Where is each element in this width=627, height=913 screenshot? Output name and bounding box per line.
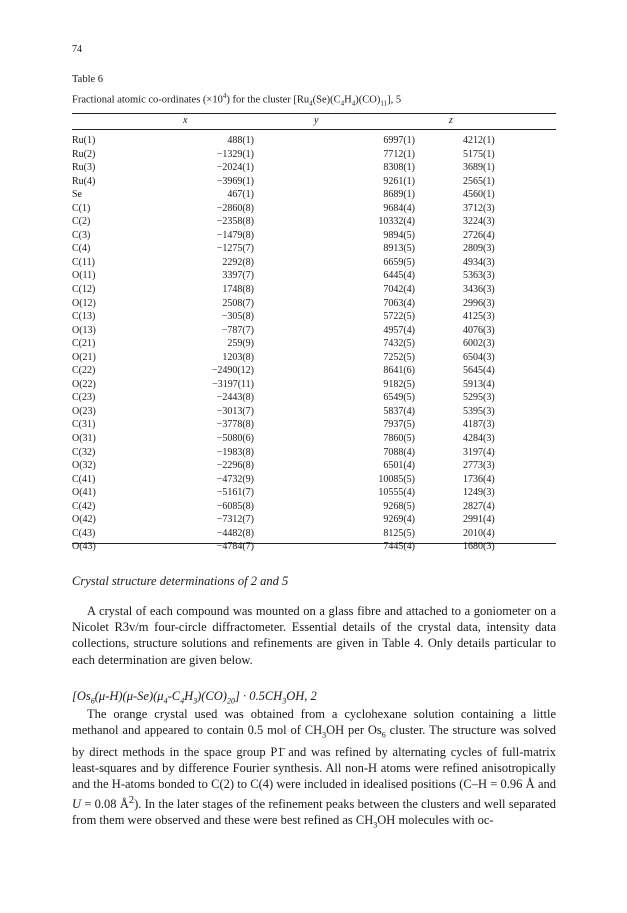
atom-label: C(12) bbox=[72, 284, 96, 296]
y-value: 7088(4) bbox=[383, 446, 415, 458]
atom-label: O(41) bbox=[72, 487, 96, 499]
table-row bbox=[72, 148, 523, 162]
table-row bbox=[72, 527, 523, 541]
column-gap bbox=[415, 527, 463, 541]
column-gap bbox=[254, 391, 361, 405]
x-value: −6085(8) bbox=[216, 500, 254, 512]
z-value: 2010(4) bbox=[463, 527, 495, 539]
column-gap bbox=[254, 188, 361, 202]
column-gap bbox=[415, 405, 463, 419]
y-value: 8125(5) bbox=[383, 527, 415, 539]
column-gap bbox=[415, 256, 463, 270]
atom-label: C(3) bbox=[72, 229, 91, 241]
z-value: 5395(3) bbox=[463, 405, 495, 417]
column-gap bbox=[415, 446, 463, 460]
y-value: 7445(4) bbox=[383, 541, 415, 553]
column-gap bbox=[254, 242, 361, 256]
z-value: 1736(4) bbox=[463, 473, 495, 485]
atom-label: O(12) bbox=[72, 297, 96, 309]
atom-label: C(13) bbox=[72, 311, 96, 323]
column-gap bbox=[415, 337, 463, 351]
column-gap bbox=[254, 283, 361, 297]
atom-label: Ru(1) bbox=[72, 135, 96, 146]
column-gap bbox=[415, 283, 463, 297]
x-value: −787(7) bbox=[221, 324, 254, 336]
compound-heading: $[Os_6(\mu-H)(\mu-Se)(\mu_4-C_4H_3)(CO)_{20}] \cdot 0.5CH_3OH$, 2 bbox=[72, 689, 317, 706]
atom-label: C(1) bbox=[72, 202, 91, 214]
x-value: −2860(8) bbox=[216, 202, 254, 214]
x-value: −7312(7) bbox=[216, 514, 254, 526]
y-value: 8641(6) bbox=[383, 365, 415, 377]
column-gap bbox=[254, 500, 361, 514]
table-row bbox=[72, 242, 523, 256]
y-value: 8913(5) bbox=[383, 243, 415, 255]
x-value: −4482(8) bbox=[216, 527, 254, 539]
atom-label: O(23) bbox=[72, 405, 96, 417]
z-value: 5645(4) bbox=[463, 365, 495, 377]
table-label: Table 6 bbox=[72, 74, 104, 85]
table-row bbox=[72, 269, 523, 283]
coordinates-table bbox=[72, 134, 523, 554]
column-gap bbox=[415, 378, 463, 392]
column-gap bbox=[415, 391, 463, 405]
atom-label: Ru(2) bbox=[72, 148, 96, 160]
x-value: −1479(8) bbox=[216, 229, 254, 241]
column-gap bbox=[254, 513, 361, 527]
y-value: 5722(5) bbox=[383, 311, 415, 323]
table-row bbox=[72, 175, 523, 189]
page-number: 74 bbox=[72, 44, 82, 55]
x-value: −1275(7) bbox=[216, 243, 254, 255]
z-value: 3689(1) bbox=[463, 162, 495, 174]
y-value: 5837(4) bbox=[383, 405, 415, 417]
z-value: 2827(4) bbox=[463, 500, 495, 512]
table-row bbox=[72, 473, 523, 487]
atom-label: C(43) bbox=[72, 527, 96, 539]
table-row bbox=[72, 229, 523, 243]
table-row bbox=[72, 297, 523, 311]
column-gap bbox=[254, 486, 361, 500]
z-value: 3712(3) bbox=[463, 202, 495, 214]
x-value: −2024(1) bbox=[216, 162, 254, 174]
column-gap bbox=[415, 229, 463, 243]
paragraph-1: A crystal of each compound was mounted on a glass fibre and attached to a goniometer on a Nicolet R3v/m four-circle diffractometer. Essential details of the crystal data, intensity data collections, structure solutions and refinements are given in Table 4. Only details particular to each determination are given below. bbox=[72, 604, 556, 667]
y-value: 9894(5) bbox=[383, 229, 415, 241]
z-value: 5295(3) bbox=[463, 392, 495, 404]
y-value: 9269(4) bbox=[383, 514, 415, 526]
atom-label: C(42) bbox=[72, 500, 96, 512]
column-gap bbox=[415, 242, 463, 256]
z-value: 4076(3) bbox=[463, 324, 495, 336]
column-gap bbox=[254, 473, 361, 487]
column-gap bbox=[254, 432, 361, 446]
column-gap bbox=[254, 378, 361, 392]
x-value: −1983(8) bbox=[216, 446, 254, 458]
z-value: 4284(3) bbox=[463, 433, 495, 445]
atom-label: C(32) bbox=[72, 446, 96, 458]
z-value: 2809(3) bbox=[463, 243, 495, 255]
atom-label: O(32) bbox=[72, 460, 96, 472]
table-row bbox=[72, 256, 523, 270]
column-gap bbox=[415, 148, 463, 162]
y-value: 9268(5) bbox=[383, 500, 415, 512]
column-gap bbox=[254, 351, 361, 365]
column-gap bbox=[415, 297, 463, 311]
atom-label: O(13) bbox=[72, 324, 96, 336]
column-gap bbox=[254, 175, 361, 189]
z-value: 2565(1) bbox=[463, 175, 495, 187]
column-gap bbox=[254, 269, 361, 283]
y-value: 7937(5) bbox=[383, 419, 415, 431]
x-value: −4784(7) bbox=[216, 541, 254, 553]
z-value: 6002(3) bbox=[463, 338, 495, 350]
paragraph-2: The orange crystal used was obtained from a cyclohexane solution containing a little methanol and appeared to contain 0.5 mol of $CH_3OH$ per $Os_6$ cluster. The structure was solved by direct methods in the space group P1̄ and was refined by alternating cycles of full-matrix least-squares and by difference Fourier synthesis. All non-H atoms were refined anisotropically and the H-atoms bonded to C(2) to C(4) were included in idealised positions (C–H = 0.96 Å and U = 0.08 $Å^2$). In the later stages of the refinement peaks between the clusters and well separated from them were observed and these were best refined as $CH_3OH$ molecules with oc- bbox=[72, 707, 556, 830]
atom-label: O(11) bbox=[72, 270, 96, 282]
y-value: 6501(4) bbox=[383, 460, 415, 472]
column-gap bbox=[254, 229, 361, 243]
atom-label: C(2) bbox=[72, 216, 91, 228]
column-gap bbox=[254, 256, 361, 270]
column-header-x: x bbox=[183, 115, 188, 126]
y-value: 6445(4) bbox=[383, 270, 415, 282]
column-gap bbox=[254, 337, 361, 351]
column-gap bbox=[254, 405, 361, 419]
x-value: 2292(8) bbox=[222, 256, 254, 268]
x-value: −305(8) bbox=[221, 311, 254, 323]
column-header-y: y bbox=[314, 115, 319, 126]
z-value: 3197(4) bbox=[463, 446, 495, 458]
y-value: 6659(5) bbox=[383, 256, 415, 268]
column-gap bbox=[415, 188, 463, 202]
atom-label: C(22) bbox=[72, 365, 96, 377]
table-row bbox=[72, 432, 523, 446]
table-header-rule bbox=[72, 129, 556, 130]
y-value: 10085(5) bbox=[378, 473, 415, 485]
table-row bbox=[72, 188, 523, 202]
z-value: 2996(3) bbox=[463, 297, 495, 309]
y-value: 7252(5) bbox=[383, 351, 415, 363]
atom-label: Ru(4) bbox=[72, 175, 96, 187]
atom-label: C(4) bbox=[72, 243, 91, 255]
atom-label: O(43) bbox=[72, 541, 96, 553]
y-value: 8308(1) bbox=[383, 162, 415, 174]
z-value: 1680(3) bbox=[463, 541, 495, 553]
column-gap bbox=[254, 134, 361, 148]
column-gap bbox=[254, 202, 361, 216]
section-heading: Crystal structure determinations of 2 and 5 bbox=[72, 574, 289, 588]
column-gap bbox=[254, 364, 361, 378]
column-gap bbox=[415, 269, 463, 283]
column-gap bbox=[415, 310, 463, 324]
table-row bbox=[72, 351, 523, 365]
x-value: 259(9) bbox=[227, 338, 254, 350]
atom-label: C(21) bbox=[72, 338, 96, 350]
table-row bbox=[72, 134, 523, 148]
column-gap bbox=[415, 351, 463, 365]
x-value: −2296(8) bbox=[216, 460, 254, 472]
atom-label: O(22) bbox=[72, 378, 96, 390]
column-header-z: z bbox=[449, 115, 453, 126]
atom-label: C(41) bbox=[72, 473, 96, 485]
table-row bbox=[72, 418, 523, 432]
column-gap bbox=[254, 446, 361, 460]
column-gap bbox=[415, 418, 463, 432]
table-row bbox=[72, 391, 523, 405]
column-gap bbox=[415, 324, 463, 338]
y-value: 7063(4) bbox=[383, 297, 415, 309]
table-row bbox=[72, 324, 523, 338]
table-top-rule bbox=[72, 113, 556, 114]
column-gap bbox=[415, 513, 463, 527]
y-value: 6997(1) bbox=[383, 135, 415, 146]
column-gap bbox=[415, 161, 463, 175]
y-value: 10332(4) bbox=[378, 216, 415, 228]
z-value: 1249(3) bbox=[463, 487, 495, 499]
table-row bbox=[72, 500, 523, 514]
x-value: 2508(7) bbox=[222, 297, 254, 309]
x-value: −1329(1) bbox=[216, 148, 254, 160]
y-value: 7860(5) bbox=[383, 433, 415, 445]
table-row bbox=[72, 310, 523, 324]
table-row bbox=[72, 378, 523, 392]
y-value: 6549(5) bbox=[383, 392, 415, 404]
column-gap bbox=[254, 215, 361, 229]
column-gap bbox=[415, 364, 463, 378]
column-gap bbox=[415, 500, 463, 514]
column-gap bbox=[254, 161, 361, 175]
table-caption: Fractional atomic co-ordinates $(\times 10^4)$ for the cluster $[Ru_4(Se)(C_4H_4)(CO)_{11}]$, 5 bbox=[72, 92, 402, 108]
column-gap bbox=[254, 418, 361, 432]
z-value: 4560(1) bbox=[463, 189, 495, 201]
table-row bbox=[72, 405, 523, 419]
column-gap bbox=[415, 215, 463, 229]
table-row bbox=[72, 513, 523, 527]
x-value: −3778(8) bbox=[216, 419, 254, 431]
y-value: 7042(4) bbox=[383, 284, 415, 296]
column-gap bbox=[415, 473, 463, 487]
column-gap bbox=[254, 459, 361, 473]
column-gap bbox=[415, 459, 463, 473]
x-value: −2358(8) bbox=[216, 216, 254, 228]
z-value: 5913(4) bbox=[463, 378, 495, 390]
x-value: −2490(12) bbox=[211, 365, 254, 377]
table-bottom-rule bbox=[72, 543, 556, 544]
y-value: 9182(5) bbox=[383, 378, 415, 390]
x-value: 467(1) bbox=[227, 189, 254, 201]
table-row bbox=[72, 161, 523, 175]
y-value: 9684(4) bbox=[383, 202, 415, 214]
z-value: 5363(3) bbox=[463, 270, 495, 282]
z-value: 3436(3) bbox=[463, 284, 495, 296]
x-value: −5080(6) bbox=[216, 433, 254, 445]
z-value: 3224(3) bbox=[463, 216, 495, 228]
x-value: −3969(1) bbox=[216, 175, 254, 187]
z-value: 6504(3) bbox=[463, 351, 495, 363]
z-value: 4212(1) bbox=[463, 135, 495, 146]
column-gap bbox=[254, 297, 361, 311]
table-row bbox=[72, 486, 523, 500]
x-value: 1203(8) bbox=[222, 351, 254, 363]
table-row bbox=[72, 364, 523, 378]
y-value: 7712(1) bbox=[383, 148, 415, 160]
table-row bbox=[72, 337, 523, 351]
atom-label: O(21) bbox=[72, 351, 96, 363]
y-value: 10555(4) bbox=[378, 487, 415, 499]
atom-label: O(42) bbox=[72, 514, 96, 526]
column-gap bbox=[415, 134, 463, 148]
atom-label: Ru(3) bbox=[72, 162, 96, 174]
x-value: −3197(11) bbox=[212, 378, 254, 390]
atom-label: Se bbox=[72, 189, 82, 201]
table-row bbox=[72, 215, 523, 229]
x-value: −4732(9) bbox=[216, 473, 254, 485]
column-gap bbox=[415, 202, 463, 216]
x-value: −2443(8) bbox=[216, 392, 254, 404]
z-value: 2991(4) bbox=[463, 514, 495, 526]
x-value: −3013(7) bbox=[216, 405, 254, 417]
z-value: 2726(4) bbox=[463, 229, 495, 241]
table-row bbox=[72, 446, 523, 460]
column-gap bbox=[415, 486, 463, 500]
column-gap bbox=[415, 175, 463, 189]
y-value: 4957(4) bbox=[383, 324, 415, 336]
column-gap bbox=[254, 310, 361, 324]
column-gap bbox=[254, 527, 361, 541]
atom-label: C(31) bbox=[72, 419, 96, 431]
z-value: 5175(1) bbox=[463, 148, 495, 160]
column-gap bbox=[415, 432, 463, 446]
y-value: 9261(1) bbox=[383, 175, 415, 187]
table-row bbox=[72, 459, 523, 473]
x-value: 3397(7) bbox=[222, 270, 254, 282]
atom-label: C(23) bbox=[72, 392, 96, 404]
table-row bbox=[72, 202, 523, 216]
column-gap bbox=[254, 148, 361, 162]
z-value: 4934(3) bbox=[463, 256, 495, 268]
atom-label: O(31) bbox=[72, 433, 96, 445]
atom-label: C(11) bbox=[72, 256, 95, 268]
y-value: 8689(1) bbox=[383, 189, 415, 201]
z-value: 4125(3) bbox=[463, 311, 495, 323]
y-value: 7432(5) bbox=[383, 338, 415, 350]
x-value: 488(1) bbox=[227, 135, 254, 146]
z-value: 4187(3) bbox=[463, 419, 495, 431]
x-value: −5161(7) bbox=[216, 487, 254, 499]
x-value: 1748(8) bbox=[222, 284, 254, 296]
column-gap bbox=[254, 324, 361, 338]
table-row bbox=[72, 283, 523, 297]
z-value: 2773(3) bbox=[463, 460, 495, 472]
